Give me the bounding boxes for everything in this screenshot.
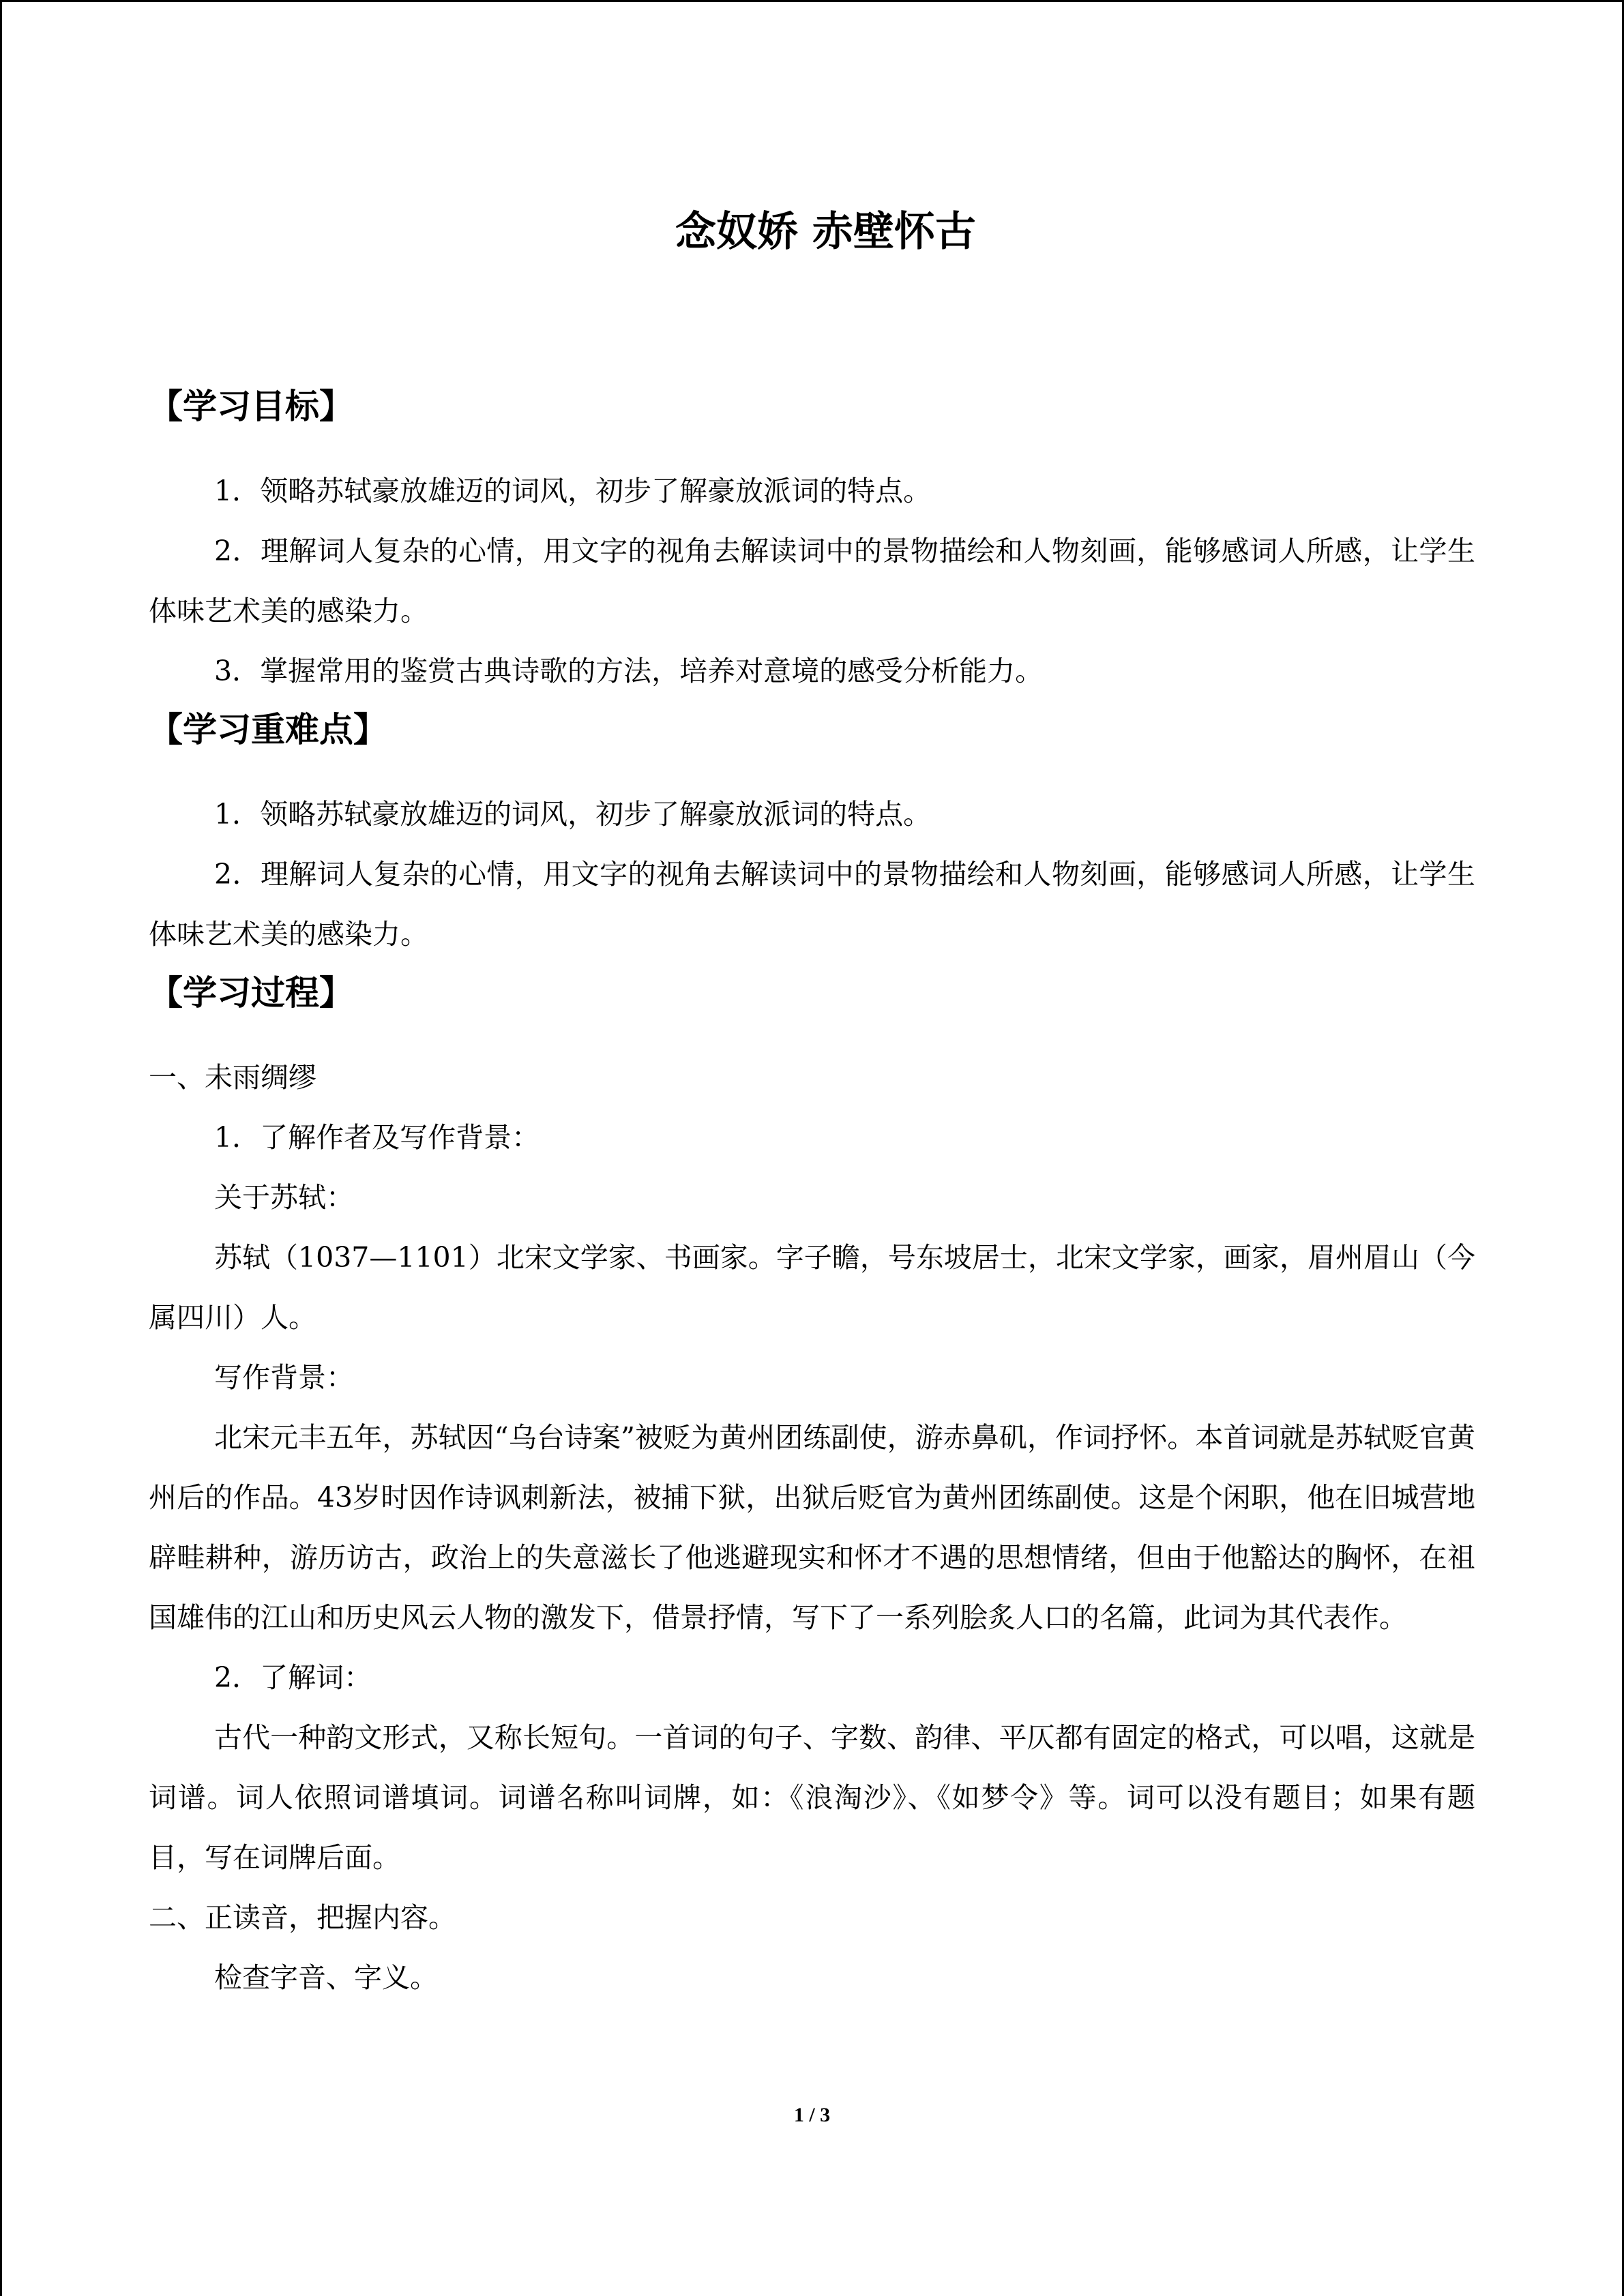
goal-item-1: 1．领略苏轼豪放雄迈的词风，初步了解豪放派词的特点。 bbox=[214, 475, 932, 507]
key-point-item-2: 2．理解词人复杂的心情，用文字的视角去解读词中的景物描绘和人物刻画，能够感词人所感，让学生体味艺术美的感染力。 bbox=[149, 858, 1475, 951]
section-heading-goals: 【学习目标】 bbox=[149, 387, 353, 426]
process-part1-title: 一、未雨绸缪 bbox=[149, 1061, 316, 1094]
process-item1-title: 1．了解作者及写作背景： bbox=[214, 1121, 540, 1154]
section-heading-process: 【学习过程】 bbox=[149, 973, 353, 1013]
process-item2-title: 2．了解词： bbox=[214, 1661, 372, 1694]
section-heading-key-points: 【学习重难点】 bbox=[149, 710, 387, 749]
check-pronunciation-text: 检查字音、字义。 bbox=[214, 1961, 438, 1994]
process-part2-title: 二、正读音，把握内容。 bbox=[149, 1901, 456, 1934]
background-text: 北宋元丰五年，苏轼因“乌台诗案”被贬为黄州团练副使，游赤鼻矶，作词抒怀。本首词就是苏轼贬官黄州后的作品。43岁时因作诗讽刺新法，被捕下狱，出狱后贬官为黄州团练副使。这是个闲职，他在旧城营地辟畦耕种，游历访古，政治上的失意滋长了他逃避现实和怀才不遇的思想情绪，但由于他豁达的胸怀，在祖国雄伟的江山和历史风云人物的激发下，借景抒情，写下了一系列脍炙人口的名篇，此词为其代表作。 bbox=[149, 1421, 1475, 1634]
background-label: 写作背景： bbox=[214, 1361, 354, 1394]
page-number: 1 / 3 bbox=[793, 2104, 831, 2126]
ci-description-text: 古代一种韵文形式，又称长短句。一首词的句子、字数、韵律、平仄都有固定的格式，可以唱，这就是词谱。词人依照词谱填词。词谱名称叫词牌，如：《浪淘沙》、《如梦令》等。词可以没有题目；如果有题目，写在词牌后面。 bbox=[149, 1721, 1475, 1874]
goal-item-3: 3．掌握常用的鉴赏古典诗歌的方法，培养对意境的感受分析能力。 bbox=[214, 655, 1044, 687]
about-author-label: 关于苏轼： bbox=[214, 1181, 354, 1214]
document-page bbox=[149, 205, 1475, 2008]
document-title: 念奴娇 赤壁怀古 bbox=[675, 208, 976, 256]
about-author-text: 苏轼（1037—1101）北宋文学家、书画家。字子瞻，号东坡居士，北宋文学家，画家，眉州眉山（今属四川）人。 bbox=[149, 1241, 1475, 1334]
goal-item-2: 2．理解词人复杂的心情，用文字的视角去解读词中的景物描绘和人物刻画，能够感词人所感，让学生体味艺术美的感染力。 bbox=[149, 535, 1475, 627]
page-border-left bbox=[0, 0, 2, 2296]
key-point-item-1: 1．领略苏轼豪放雄迈的词风，初步了解豪放派词的特点。 bbox=[214, 798, 932, 831]
page-border-top bbox=[0, 0, 1624, 2]
